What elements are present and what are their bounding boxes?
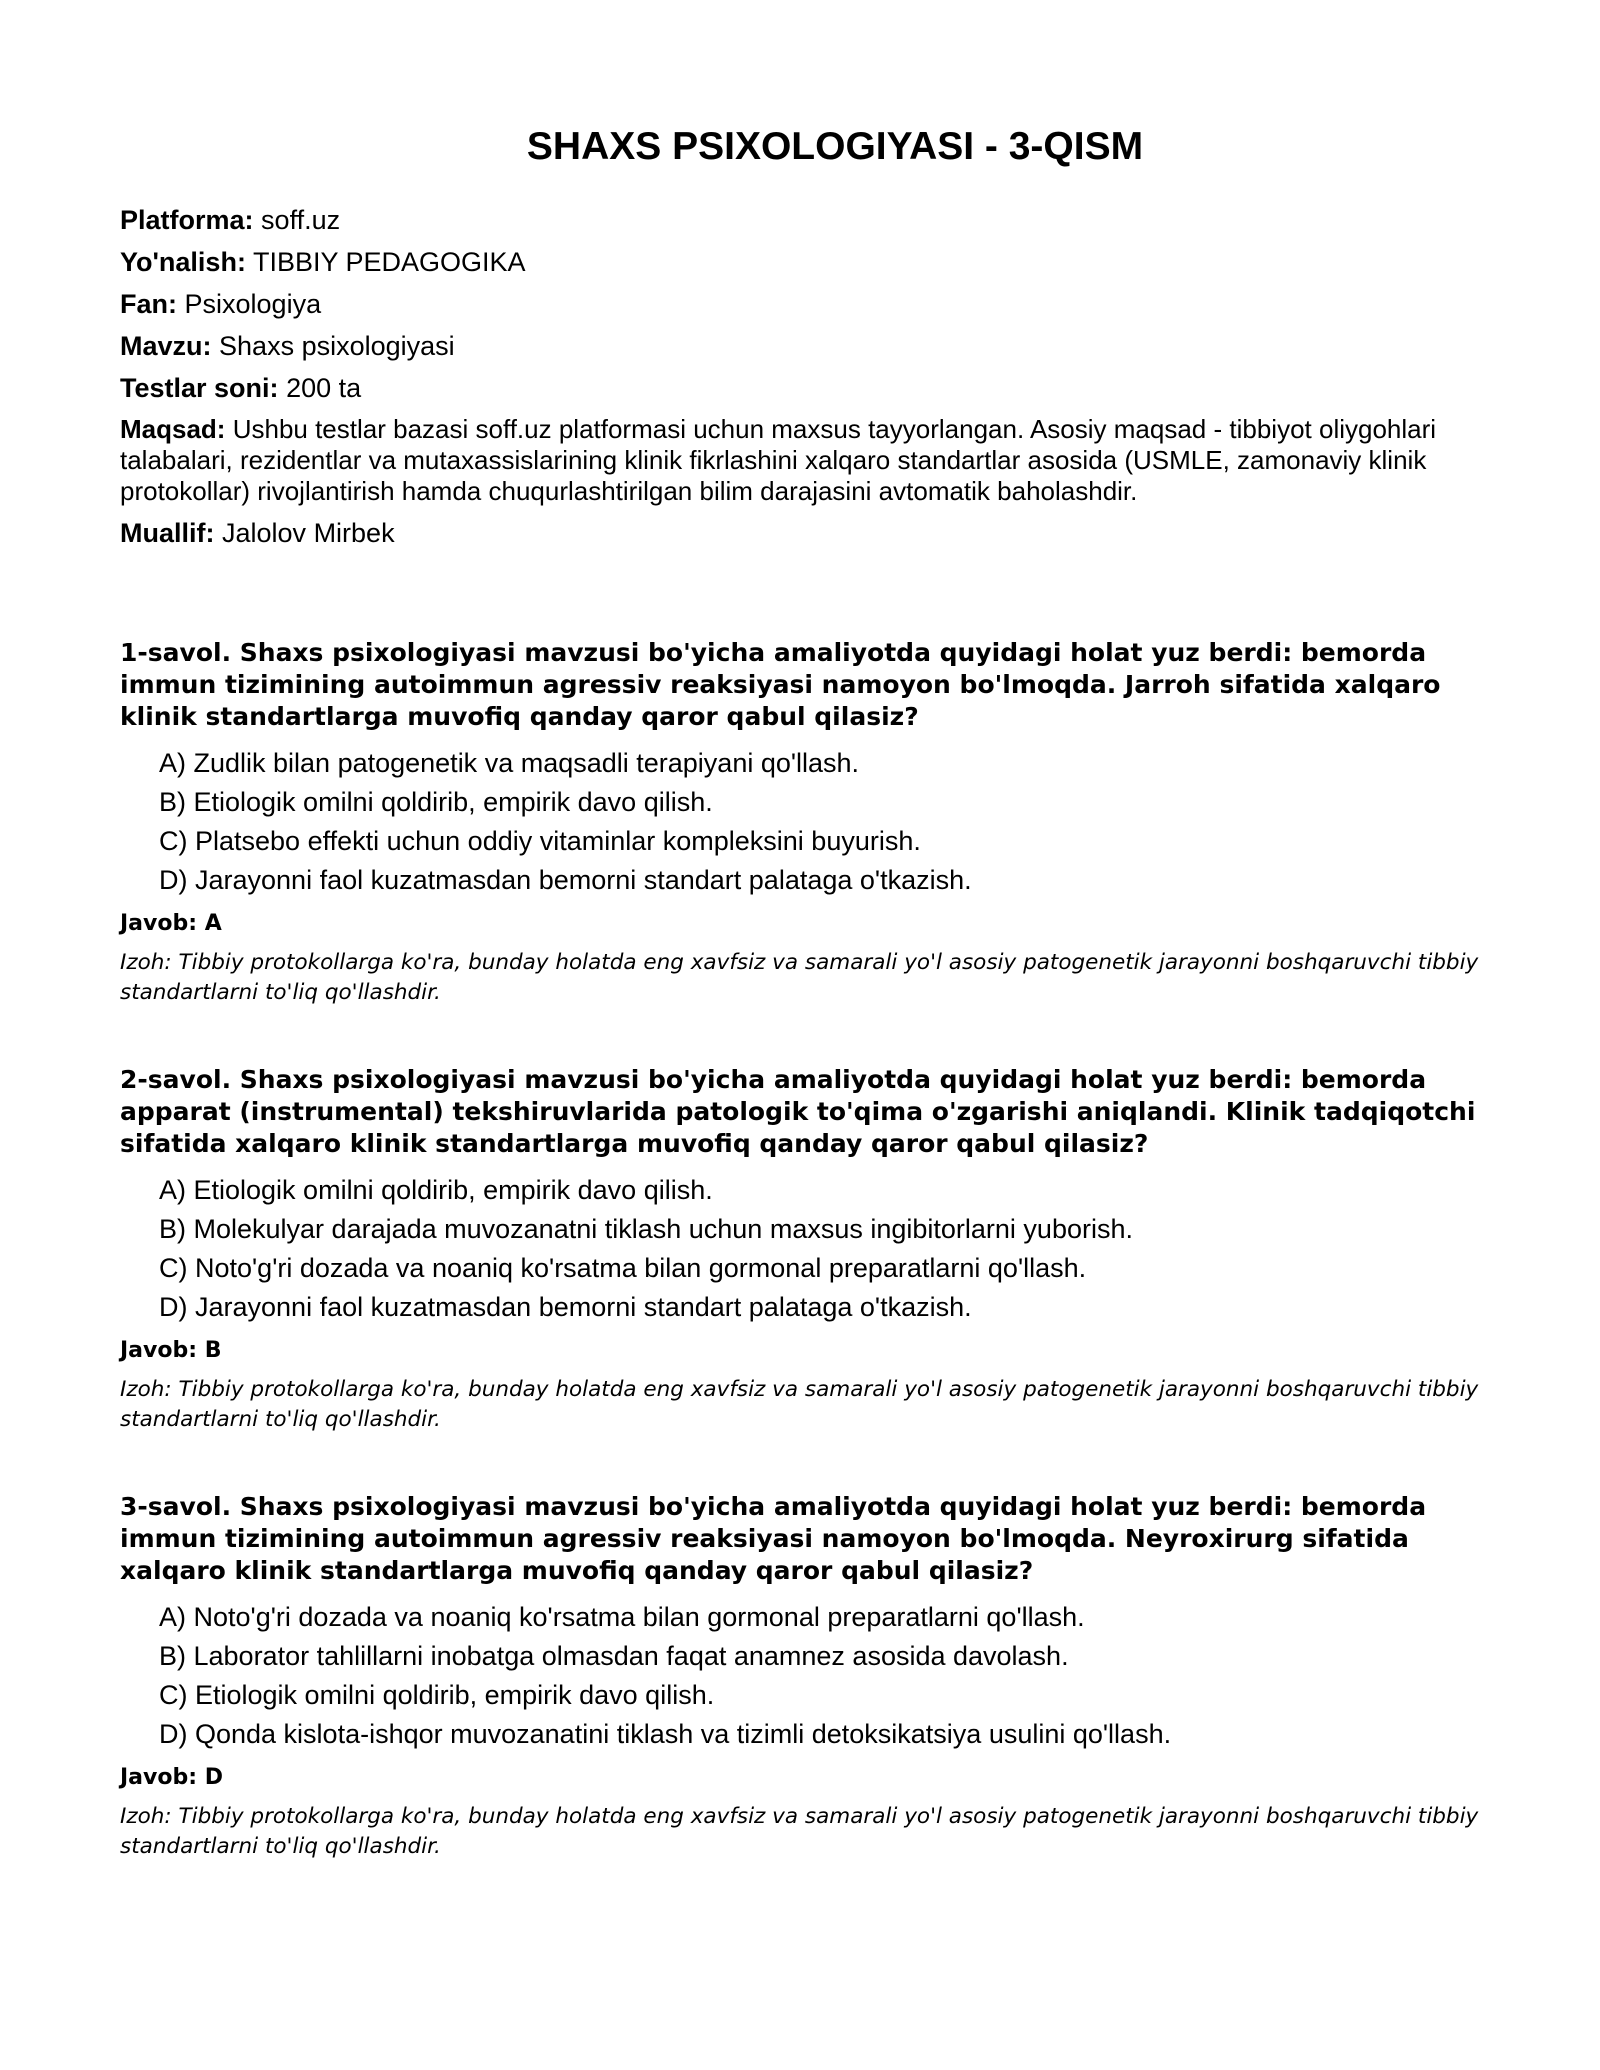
meta-goal-value: Ushbu testlar bazasi soff.uz platformasi uchun maxsus tayyorlangan. Asosiy maqsad - tibbiyot oliygohlari talabalari, rezidentlar va mutaxassislarining klinik fikrlashini xalqaro standartlar asosida (USMLE, zamonaviy klinik protokollar) rivojlantirish hamda chuqurlashtirilgan bilim darajasini avtomatik baholashdir. (120, 414, 1437, 506)
meta-count-value: 200 ta (286, 373, 362, 403)
question-text: 2-savol. Shaxs psixologiyasi mavzusi bo'yicha amaliyotda quyidagi holat yuz berdi: bemorda apparat (instrumental) tekshiruvlarida patologik to'qima o'zgarishi aniqlandi. Klinik tadqiqotchi sifatida xalqaro klinik standartlarga muvofiq qanday qaror qabul qilasiz? (120, 1065, 1476, 1158)
meta-goal-label: Maqsad: (120, 414, 226, 444)
meta-direction (120, 246, 1490, 278)
meta-count (120, 372, 1490, 404)
document-meta (120, 204, 1490, 549)
meta-count-label: Testlar soni: (120, 373, 279, 403)
meta-direction-label: Yo'nalish: (120, 247, 246, 277)
meta-platform (120, 204, 1490, 236)
page-title: SHAXS PSIXOLOGIYASI - 3-QISM (526, 125, 1144, 168)
answer-option-a: A) Zudlik bilan patogenetik va maqsadli terapiyani qo'llash. (159, 748, 860, 778)
meta-author-value: Jalolov Mirbek (222, 518, 395, 548)
meta-direction-value: TIBBIY PEDAGOGIKA (252, 247, 526, 277)
correct-answer: Javob: D (120, 1765, 223, 1790)
explanation-note: Izoh: Tibbiy protokollarga ko'ra, bunday holatda eng xavfsiz va samarali yo'l asosiy patogenetik jarayonni boshqaruvchi tibbiy standartlarni to'liq qo'llashdir. (120, 950, 1479, 1005)
answer-option-c: C) Platsebo effekti uchun oddiy vitaminlar kompleksini buyurish. (159, 826, 921, 856)
explanation-note: Izoh: Tibbiy protokollarga ko'ra, bunday holatda eng xavfsiz va samarali yo'l asosiy patogenetik jarayonni boshqaruvchi tibbiy standartlarni to'liq qo'llashdir. (120, 1804, 1479, 1859)
meta-subject-label: Fan: (120, 289, 177, 319)
meta-subject (120, 288, 1490, 320)
question-2 (120, 1064, 1490, 1435)
answer-option-b: B) Molekulyar darajada muvozanatni tiklash uchun maxsus ingibitorlarni yuborish. (159, 1214, 1133, 1244)
answer-option-c: C) Etiologik omilni qoldirib, empirik davo qilish. (159, 1680, 715, 1710)
answer-option-a: A) Noto'g'ri dozada va noaniq ko'rsatma bilan gormonal preparatlarni qo'llash. (159, 1602, 1085, 1632)
meta-author (120, 517, 1490, 549)
answer-option-d: D) Jarayonni faol kuzatmasdan bemorni standart palataga o'tkazish. (159, 1292, 972, 1322)
correct-answer: Javob: B (120, 1338, 222, 1363)
answer-option-c: C) Noto'g'ri dozada va noaniq ko'rsatma bilan gormonal preparatlarni qo'llash. (159, 1253, 1087, 1283)
meta-author-label: Muallif: (120, 518, 215, 548)
answer-option-a: A) Etiologik omilni qoldirib, empirik davo qilish. (159, 1175, 713, 1205)
meta-platform-label: Platforma: (120, 205, 254, 235)
question-3 (120, 1491, 1490, 1862)
answer-option-d: D) Qonda kislota-ishqor muvozanatini tiklash va tizimli detoksikatsiya usulini qo'llash. (159, 1719, 1172, 1749)
explanation-note: Izoh: Tibbiy protokollarga ko'ra, bunday holatda eng xavfsiz va samarali yo'l asosiy patogenetik jarayonni boshqaruvchi tibbiy standartlarni to'liq qo'llashdir. (120, 1377, 1479, 1432)
question-text: 3-savol. Shaxs psixologiyasi mavzusi bo'yicha amaliyotda quyidagi holat yuz berdi: bemorda immun tizimining autoimmun agressiv reaksiyasi namoyon bo'lmoqda. Neyroxirurg sifatida xalqaro klinik standartlarga muvofiq qanday qaror qabul qilasiz? (120, 1492, 1427, 1585)
meta-topic (120, 330, 1490, 362)
meta-topic-label: Mavzu: (120, 331, 212, 361)
meta-subject-value: Psixologiya (184, 289, 322, 319)
answer-option-b: B) Laborator tahlillarni inobatga olmasdan faqat anamnez asosida davolash. (159, 1641, 1069, 1671)
document-page (120, 0, 1490, 1918)
correct-answer: Javob: A (120, 911, 222, 936)
meta-topic-value: Shaxs psixologiyasi (219, 331, 455, 361)
answer-option-d: D) Jarayonni faol kuzatmasdan bemorni standart palataga o'tkazish. (159, 865, 972, 895)
question-list (120, 637, 1490, 1862)
question-1 (120, 637, 1490, 1008)
meta-platform-value: soff.uz (261, 205, 341, 235)
meta-goal (120, 414, 1490, 507)
question-text: 1-savol. Shaxs psixologiyasi mavzusi bo'yicha amaliyotda quyidagi holat yuz berdi: bemorda immun tizimining autoimmun agressiv reaksiyasi namoyon bo'lmoqda. Jarroh sifatida xalqaro klinik standartlarga muvofiq qanday qaror qabul qilasiz? (120, 638, 1441, 731)
answer-option-b: B) Etiologik omilni qoldirib, empirik davo qilish. (159, 787, 713, 817)
